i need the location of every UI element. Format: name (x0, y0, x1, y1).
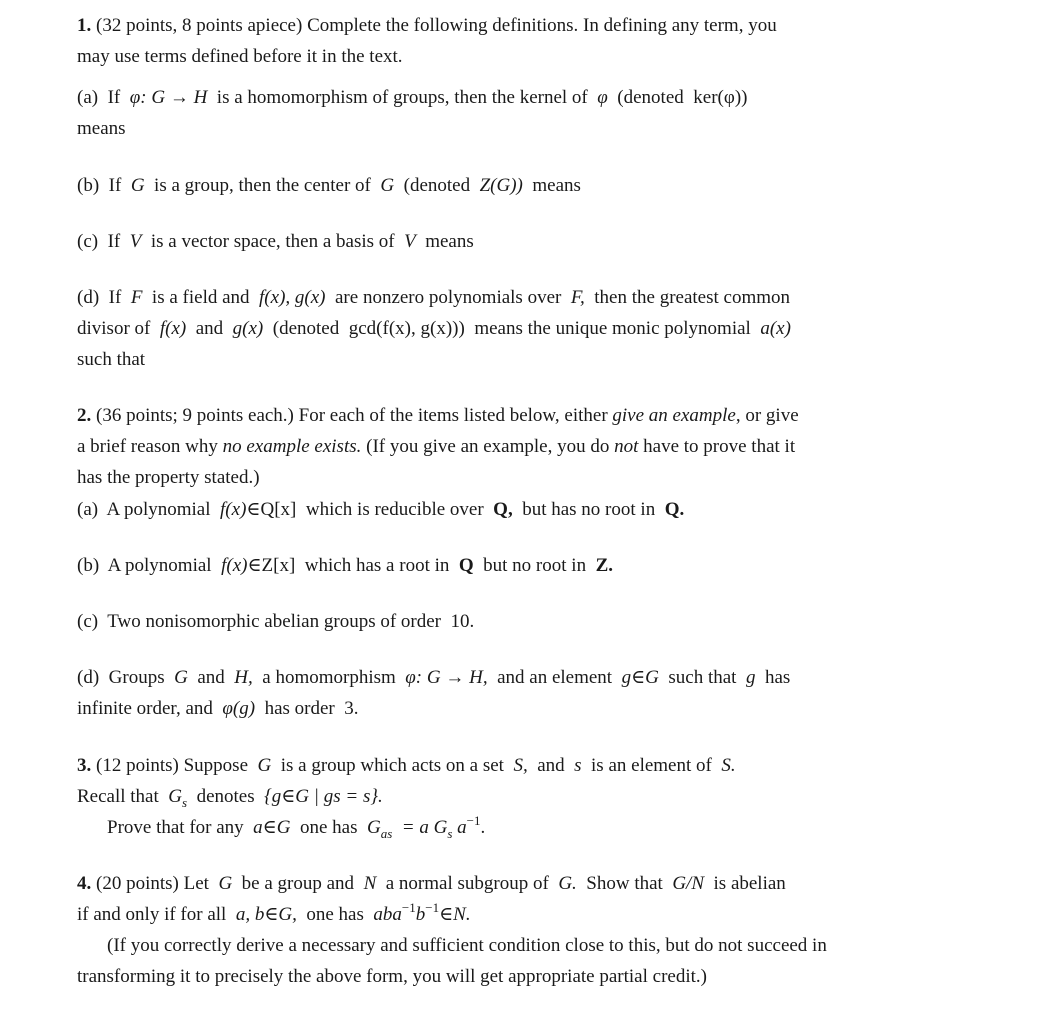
q1b: (b) If G is a group, then the center of G (denoted Z(G)) means (77, 175, 581, 196)
q4-line2: if and only if for all a, b∈G, one has $aba^{-1}b^{-1}\in N$. (77, 900, 471, 925)
q2b: (b) A polynomial f(x)∈Z[x] which has a root in Q but no root in Z. (77, 555, 614, 576)
q4-line1: 4. (20 points) Let G be a group and N a normal subgroup of G. Show that G/N is abelian (77, 873, 786, 894)
q1a-line2: means (77, 118, 126, 139)
q3-line1: 3. (12 points) Suppose G is a group which acts on a set S, and s is an element of S. (77, 755, 736, 776)
q2-line2: a brief reason why no example exists. (If you give an example, you do not have to prove that it (77, 436, 796, 457)
q2-number: 2. (77, 405, 92, 426)
q3-number: 3. (77, 755, 92, 776)
q1c: (c) If V is a vector space, then a basis of V means (77, 231, 474, 252)
q1d-line2: divisor of f(x) and g(x) (denoted gcd(f(x), g(x))) means the unique monic polynomial a(x) (77, 318, 791, 339)
q2a: (a) A polynomial f(x)∈Q[x] which is reducible over Q, but has no root in Q. (77, 499, 685, 520)
q1a-line1: (a) If φ: G → H is a homomorphism of groups, then the kernel of φ (denoted ker(φ)) (77, 87, 748, 108)
q4-line4: transforming it to precisely the above form, you will get appropriate partial credit.) (77, 966, 707, 987)
q2d-line2: infinite order, and φ(g) has order 3. (77, 698, 359, 719)
q1d-line3: such that (77, 349, 146, 370)
q1-line1 (77, 14, 777, 38)
q2-line1: 2. (36 points; 9 points each.) For each of the items listed below, either give an example, or give (77, 405, 799, 426)
q4-line3: (If you correctly derive a necessary and sufficient condition close to this, but do not succeed in (107, 935, 827, 956)
q1-header: (32 points, 8 points apiece) Complete the following definitions. In defining any term, you (96, 15, 777, 36)
q2c: (c) Two nonisomorphic abelian groups of order 10. (77, 611, 475, 632)
q3-line3: Prove that for any a∈G one has $G_{as} = a$ $G_s$ $a^{-1}$. (107, 813, 486, 841)
q2-line3: has the property stated.) (77, 467, 260, 488)
q1-line2: may use terms defined before it in the text. (77, 46, 403, 67)
q1d-line1: (d) If F is a field and f(x), g(x) are nonzero polynomials over F, then the greatest common (77, 287, 791, 308)
q3-line2: Recall that $G_s$ denotes {g∈G | gs = s}. (77, 786, 383, 810)
q1-number: 1. (77, 15, 92, 36)
q2d-line1: (d) Groups G and H, a homomorphism φ: G → H, and an element g∈G such that g has (77, 667, 791, 688)
q4-number: 4. (77, 873, 92, 894)
